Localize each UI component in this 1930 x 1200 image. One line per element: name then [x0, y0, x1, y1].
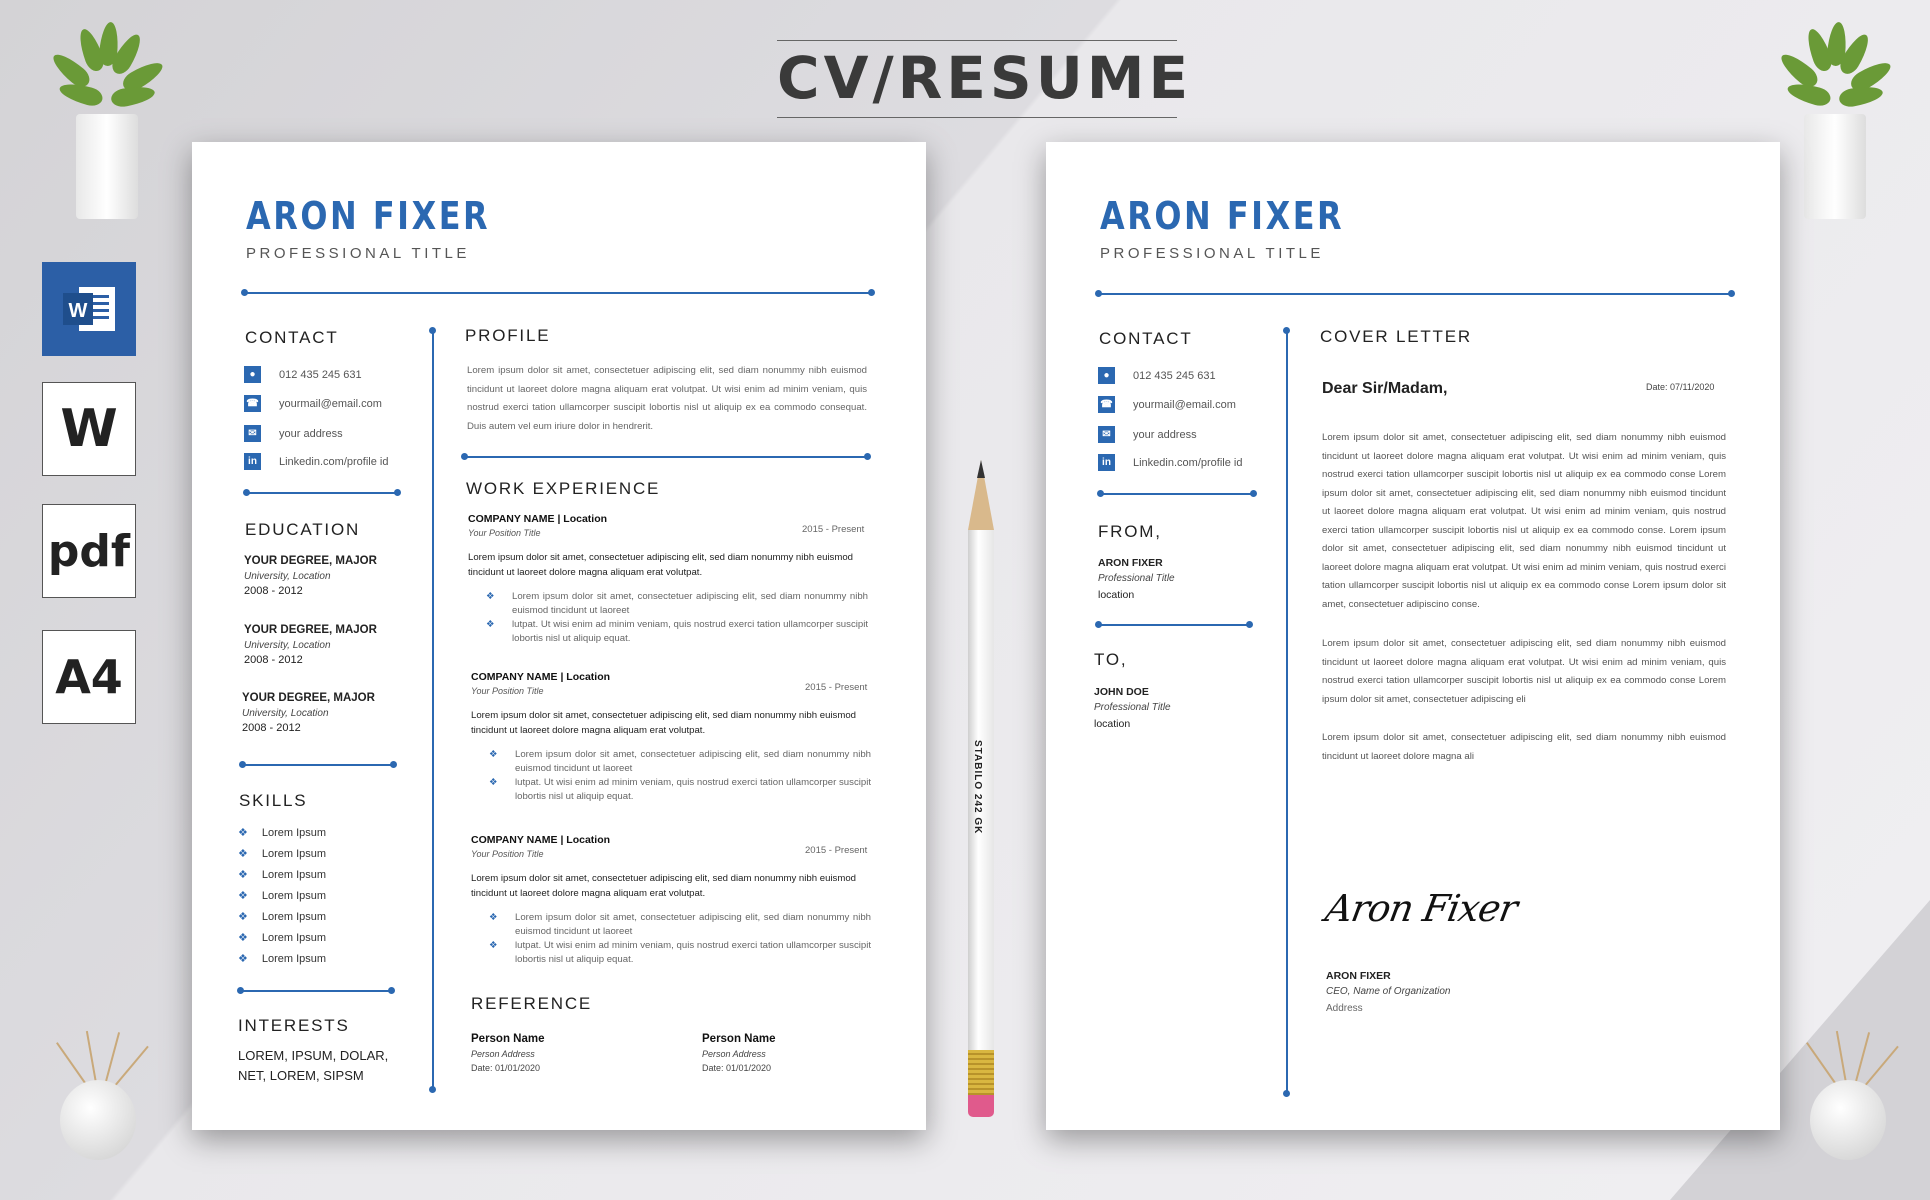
diamond-bullet-icon: ❖	[238, 827, 248, 839]
education-item: YOUR DEGREE, MAJOR University, Location 2008 - 2012	[244, 624, 377, 666]
job-dates: 2015 - Present	[802, 524, 865, 535]
skill-item: ❖ Lorem Ipsum	[238, 931, 327, 944]
format-badge-a4: A4	[42, 630, 136, 724]
profile-heading: PROFILE	[465, 326, 551, 345]
plant-decoration-left	[42, 18, 162, 218]
reference-item: Person Name Person Address Date: 01/01/2020	[702, 1033, 776, 1073]
signature: Aron Fixer	[1322, 887, 1521, 930]
diffuser-decoration-right	[1790, 1030, 1900, 1170]
education-heading: EDUCATION	[245, 520, 361, 539]
contact-address: ✉ your address	[1098, 426, 1197, 443]
job-bullet: ❖ lutpat. Ut wisi enim ad minim veniam, quis nostrud exerci tation ullamcorper suscipit lobortis nisl ut aliquip equat.	[489, 940, 871, 965]
svg-text:W: W	[68, 300, 88, 322]
envelope-icon: ✉	[244, 425, 261, 442]
job-position: Your Position Title	[471, 686, 544, 696]
cover-professional-title: PROFESSIONAL TITLE	[1100, 245, 1324, 262]
skill-item: ❖ Lorem Ipsum	[238, 847, 327, 860]
contact-address: ✉ your address	[244, 425, 343, 442]
skill-item: ❖ Lorem Ipsum	[238, 889, 327, 902]
diamond-bullet-icon: ❖	[238, 911, 248, 923]
resume-professional-title: PROFESSIONAL TITLE	[246, 245, 470, 262]
job-company: COMPANY NAME | Location	[471, 834, 611, 846]
word-document-icon	[42, 262, 136, 356]
skill-item: ❖ Lorem Ipsum	[238, 868, 327, 881]
diamond-bullet-icon: ❖	[238, 953, 248, 965]
diamond-bullet-icon: ❖	[238, 932, 248, 944]
cover-letter-page	[1046, 142, 1780, 1130]
job-company: COMPANY NAME | Location	[471, 671, 611, 683]
cover-letter-heading: COVER LETTER	[1320, 327, 1472, 346]
header-divider	[244, 292, 872, 294]
letter-paragraph: Lorem ipsum dolor sit amet, consectetuer adipiscing elit, sed diam nonummy nibh euismod tincidunt ut laoreet dolore magna ali	[1322, 732, 1726, 762]
contact-linkedin: in Linkedin.com/profile id	[244, 453, 388, 470]
linkedin-icon: in	[244, 453, 261, 470]
signer-block: ARON FIXER CEO, Name of Organization Address	[1326, 970, 1451, 1014]
diamond-bullet-icon: ❖	[238, 869, 248, 881]
to-heading: TO,	[1094, 650, 1128, 669]
linkedin-icon: in	[1098, 454, 1115, 471]
letter-paragraph: Lorem ipsum dolor sit amet, consectetuer adipiscing elit, sed diam nonummy nibh euismod tincidunt ut laoreet dolore magna aliquam erat volutpat. Ut wisi enim ad minim veniam, quis nostrud exerci tation ullamcorper suscipit lobortis nisl ut aliquip ex ea commodo conse Lorem ipsum dolor sit amet, consectetuer adipiscing eli	[1322, 638, 1726, 705]
job-company: COMPANY NAME | Location	[468, 513, 608, 525]
skill-item: ❖ Lorem Ipsum	[238, 910, 327, 923]
job-dates: 2015 - Present	[805, 682, 868, 693]
diamond-bullet-icon: ❖	[489, 940, 498, 951]
interests-heading: INTERESTS	[238, 1016, 350, 1035]
phone-icon: ☎	[1098, 396, 1115, 413]
job-summary: Lorem ipsum dolor sit amet, consectetuer adipiscing elit, sed diam nonummy nibh euismod tincidunt ut laoreet dolore magna aliquam erat volutpat.	[468, 552, 854, 578]
column-divider	[432, 330, 434, 1090]
format-badge-pdf: pdf	[42, 504, 136, 598]
cover-name: ARON FIXER	[1100, 194, 1345, 238]
letter-paragraph: Lorem ipsum dolor sit amet, consectetuer adipiscing elit, sed diam nonummy nibh euismod tincidunt ut laoreet dolore magna aliquam erat volutpat. Ut wisi enim ad minim veniam, quis nostrud exerci tation ullamcorper suscipit lobortis nisl ut aliquip ex ea commodo conse Lorem ipsum dolor sit amet, consectetuer adipiscing elit, sed diam nonummy nibh euismod tincidunt ut laoreet dolore magna aliquam erat volutpat. Ut wisi enim ad minim veniam, quis nostrud exerci tation ullamcorper suscipit lobortis nisl ut aliquip ex ea commodo conse. Lorem ipsum dolor sit amet, consectetuer adipiscing elit, sed diam nonummy nibh euismod tincidunt ut laoreet dolore magna aliquam erat volutpat. Ut wisi enim ad minim veniam, quis nostrud exerci tation ullamcorper suscipit lobortis nisl ut aliquip ex ea commodo conse Lorem ipsum dolor sit amet, consectetuer adipiscino conse.	[1322, 432, 1726, 610]
contact-email: ☎ yourmail@email.com	[1098, 396, 1236, 413]
pencil-label: STABILO 242 GK	[972, 740, 983, 835]
job-summary: Lorem ipsum dolor sit amet, consectetuer adipiscing elit, sed diam nonummy nibh euismod tincidunt ut laoreet dolore magna aliquam erat volutpat.	[471, 710, 857, 736]
resume-name: ARON FIXER	[246, 194, 491, 238]
contact-divider	[246, 492, 398, 494]
education-divider	[242, 764, 394, 766]
diamond-bullet-icon: ❖	[489, 912, 498, 923]
diamond-bullet-icon: ❖	[489, 749, 498, 760]
from-divider	[1098, 624, 1250, 626]
diamond-bullet-icon: ❖	[486, 591, 495, 602]
contact-email: ☎ yourmail@email.com	[244, 395, 382, 412]
skill-item: ❖ Lorem Ipsum	[238, 952, 327, 965]
skills-divider	[240, 990, 392, 992]
skill-item: ❖ Lorem Ipsum	[238, 826, 327, 839]
profile-divider	[464, 456, 868, 458]
letter-date: Date: 07/11/2020	[1646, 382, 1715, 392]
education-item: YOUR DEGREE, MAJOR University, Location 2008 - 2012	[242, 692, 375, 734]
job-bullet: ❖ Lorem ipsum dolor sit amet, consectetuer adipiscing elit, sed diam nonummy nibh euismod tincidunt ut laoreet	[489, 912, 871, 937]
headline: CV/RESUME	[777, 40, 1177, 118]
salutation: Dear Sir/Madam,	[1322, 380, 1448, 397]
diamond-bullet-icon: ❖	[238, 848, 248, 860]
location-pin-icon: ●	[244, 366, 261, 383]
job-bullet: ❖ Lorem ipsum dolor sit amet, consectetuer adipiscing elit, sed diam nonummy nibh euismod tincidunt ut laoreet	[486, 591, 868, 616]
from-block: ARON FIXER Professional Title location	[1098, 557, 1175, 601]
interests-text: LOREM, IPSUM, DOLAR, NET, LOREM, SIPSM	[238, 1048, 389, 1083]
job-position: Your Position Title	[471, 849, 544, 859]
location-pin-icon: ●	[1098, 367, 1115, 384]
diamond-bullet-icon: ❖	[489, 777, 498, 788]
skills-heading: SKILLS	[239, 791, 308, 810]
job-bullet: ❖ Lorem ipsum dolor sit amet, consectetuer adipiscing elit, sed diam nonummy nibh euismod tincidunt ut laoreet	[489, 749, 871, 774]
experience-heading: WORK EXPERIENCE	[466, 479, 661, 498]
header-divider	[1098, 293, 1732, 295]
diamond-bullet-icon: ❖	[238, 890, 248, 902]
profile-text: Lorem ipsum dolor sit amet, consectetuer adipiscing elit, sed diam nonummy nibh euismod tincidunt ut laoreet dolore magna aliquam erat volutpat. Ut wisi enim ad minim veniam, quis nostrud exerci tation ullamcorper suscipit lobortis nisl ut aliquip ex ea commodo consequat. Duis autem vel eum iriure dolor in hendrerit.	[467, 365, 867, 432]
phone-icon: ☎	[244, 395, 261, 412]
contact-linkedin: in Linkedin.com/profile id	[1098, 454, 1242, 471]
envelope-icon: ✉	[1098, 426, 1115, 443]
diffuser-decoration-left	[40, 1030, 150, 1170]
job-bullet: ❖ lutpat. Ut wisi enim ad minim veniam, quis nostrud exerci tation ullamcorper suscipit lobortis nisl ut aliquip equat.	[489, 777, 871, 802]
contact-phone: ● 012 435 245 631	[1098, 367, 1216, 384]
job-position: Your Position Title	[468, 528, 541, 538]
job-bullet: ❖ lutpat. Ut wisi enim ad minim veniam, quis nostrud exerci tation ullamcorper suscipit lobortis nisl ut aliquip equat.	[486, 619, 868, 644]
contact-phone: ● 012 435 245 631	[244, 366, 362, 383]
from-heading: FROM,	[1098, 522, 1162, 541]
education-item: YOUR DEGREE, MAJOR University, Location 2008 - 2012	[244, 555, 377, 597]
contact-heading: CONTACT	[1099, 329, 1193, 348]
to-block: JOHN DOE Professional Title location	[1094, 686, 1171, 730]
job-dates: 2015 - Present	[805, 845, 868, 856]
reference-heading: REFERENCE	[471, 994, 593, 1013]
job-summary: Lorem ipsum dolor sit amet, consectetuer adipiscing elit, sed diam nonummy nibh euismod tincidunt ut laoreet dolore magna aliquam erat volutpat.	[471, 873, 857, 899]
format-badge-w: W	[42, 382, 136, 476]
plant-decoration-right	[1770, 18, 1890, 218]
column-divider	[1286, 330, 1288, 1094]
contact-divider	[1100, 493, 1254, 495]
diamond-bullet-icon: ❖	[486, 619, 495, 630]
reference-item: Person Name Person Address Date: 01/01/2020	[471, 1033, 545, 1073]
resume-page	[192, 142, 926, 1130]
pencil-decoration	[968, 460, 994, 1130]
contact-heading: CONTACT	[245, 328, 339, 347]
